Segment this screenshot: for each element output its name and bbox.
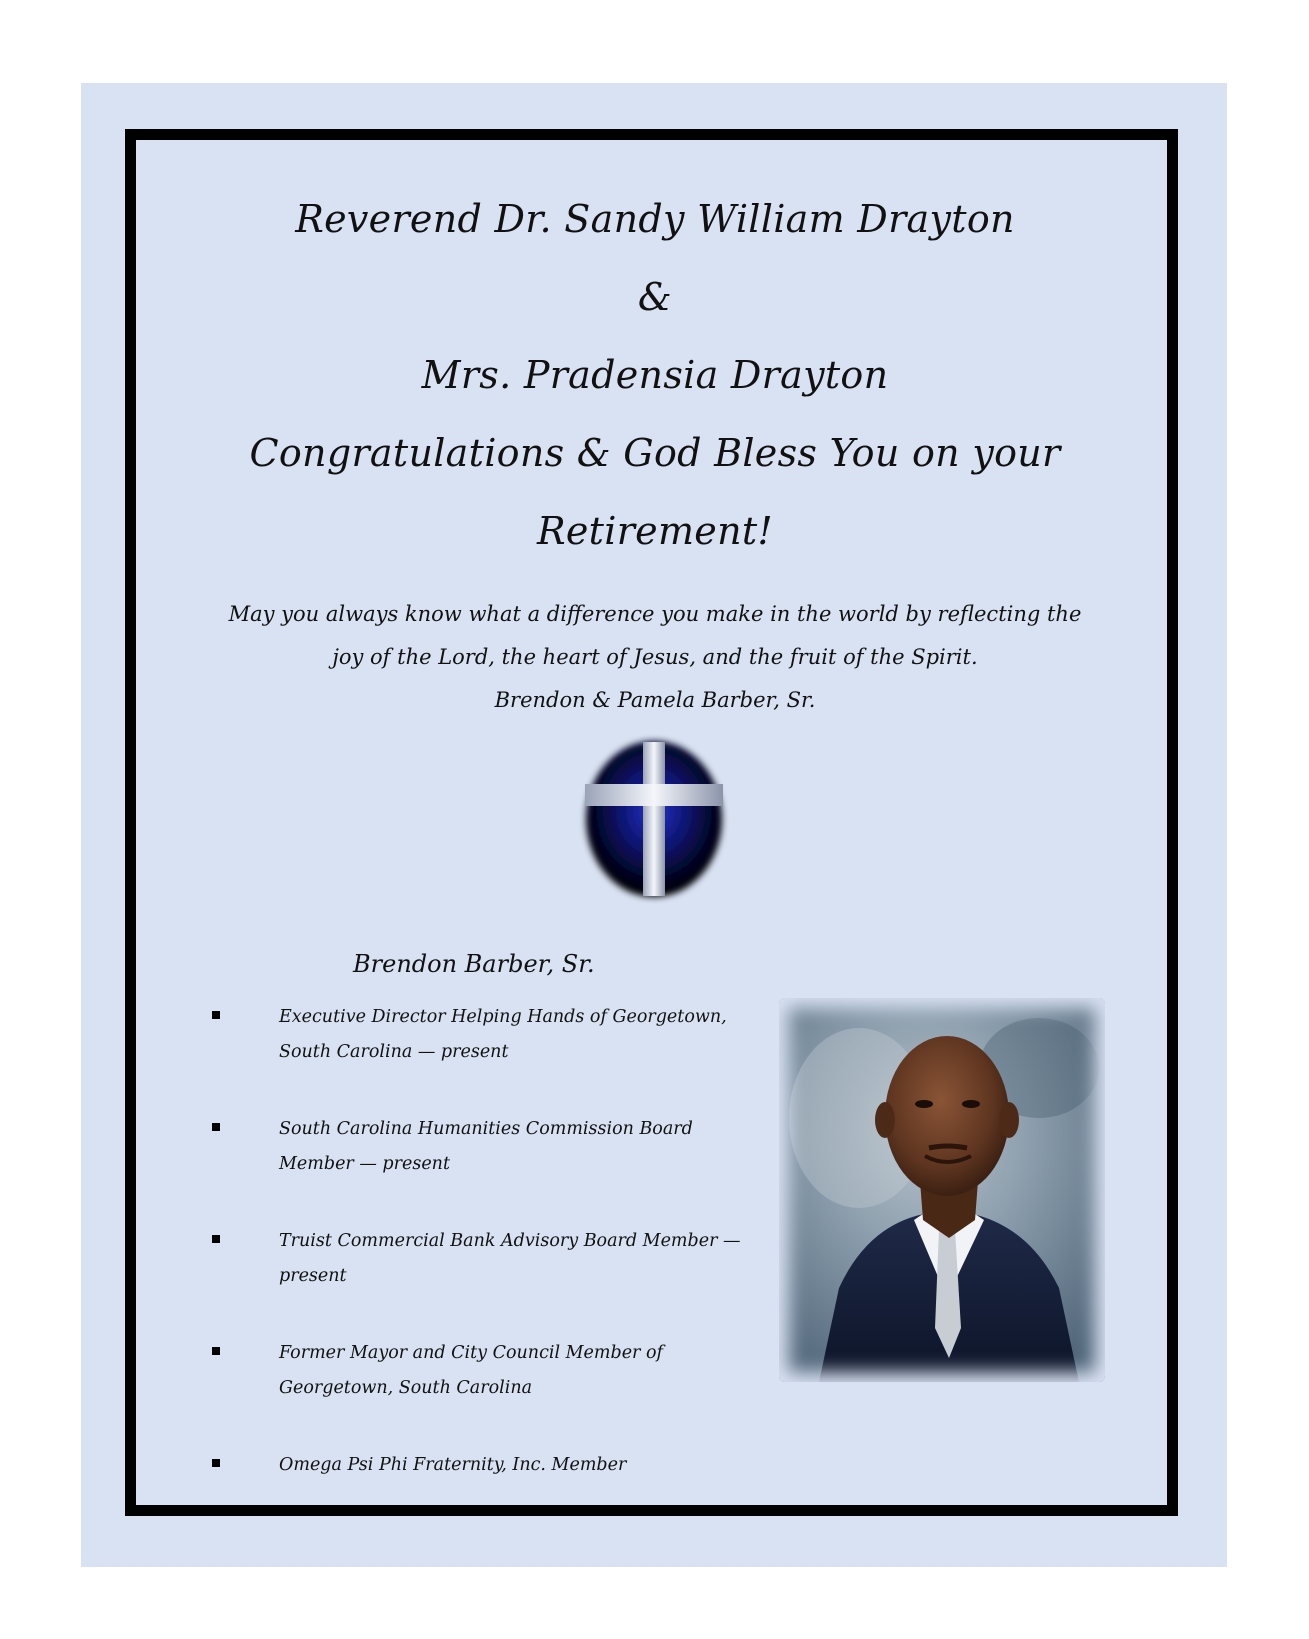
credential-line: Member — present	[279, 1154, 450, 1174]
list-item	[205, 1000, 765, 1070]
congratulations-line: Congratulations & God Bless You on your	[249, 431, 1061, 475]
dedication-heading	[150, 180, 1160, 570]
list-item	[205, 1336, 765, 1406]
list-item	[205, 1224, 765, 1294]
profile-name: Brendon Barber, Sr.	[353, 950, 595, 978]
message-signature: Brendon & Pamela Barber, Sr.	[494, 688, 816, 712]
bullet-icon	[212, 1235, 220, 1243]
bullet-icon	[212, 1011, 220, 1019]
credential-line: Omega Psi Phi Fraternity, Inc. Member	[279, 1455, 627, 1475]
message-line-1: May you always know what a difference you make in the world by reflecting the	[228, 602, 1082, 626]
credential-line: present	[279, 1266, 347, 1286]
bullet-icon	[212, 1123, 220, 1131]
retirement-line: Retirement!	[536, 509, 773, 553]
ampersand: &	[637, 275, 673, 319]
credential-line: Executive Director Helping Hands of Georgetown,	[279, 1007, 727, 1027]
blessing-message-continued	[150, 636, 1160, 679]
credential-line: South Carolina — present	[279, 1042, 509, 1062]
list-item	[205, 1448, 765, 1483]
credential-line: Truist Commercial Bank Advisory Board Member —	[279, 1231, 741, 1251]
blessing-message	[150, 593, 1160, 636]
credential-line: South Carolina Humanities Commission Board	[279, 1119, 693, 1139]
credentials-list	[205, 1000, 765, 1525]
list-item	[205, 1112, 765, 1182]
honoree-name-1: Reverend Dr. Sandy William Drayton	[295, 197, 1015, 241]
honoree-name-2: Mrs. Pradensia Drayton	[421, 353, 889, 397]
message-line-2: joy of the Lord, the heart of Jesus, and the fruit of the Spirit.	[332, 645, 978, 669]
credential-line: Georgetown, South Carolina	[279, 1378, 533, 1398]
portrait-photo	[779, 998, 1105, 1382]
bullet-icon	[212, 1347, 220, 1355]
bullet-icon	[212, 1459, 220, 1467]
cross-icon	[579, 734, 729, 904]
credential-line: Former Mayor and City Council Member of	[279, 1343, 664, 1363]
